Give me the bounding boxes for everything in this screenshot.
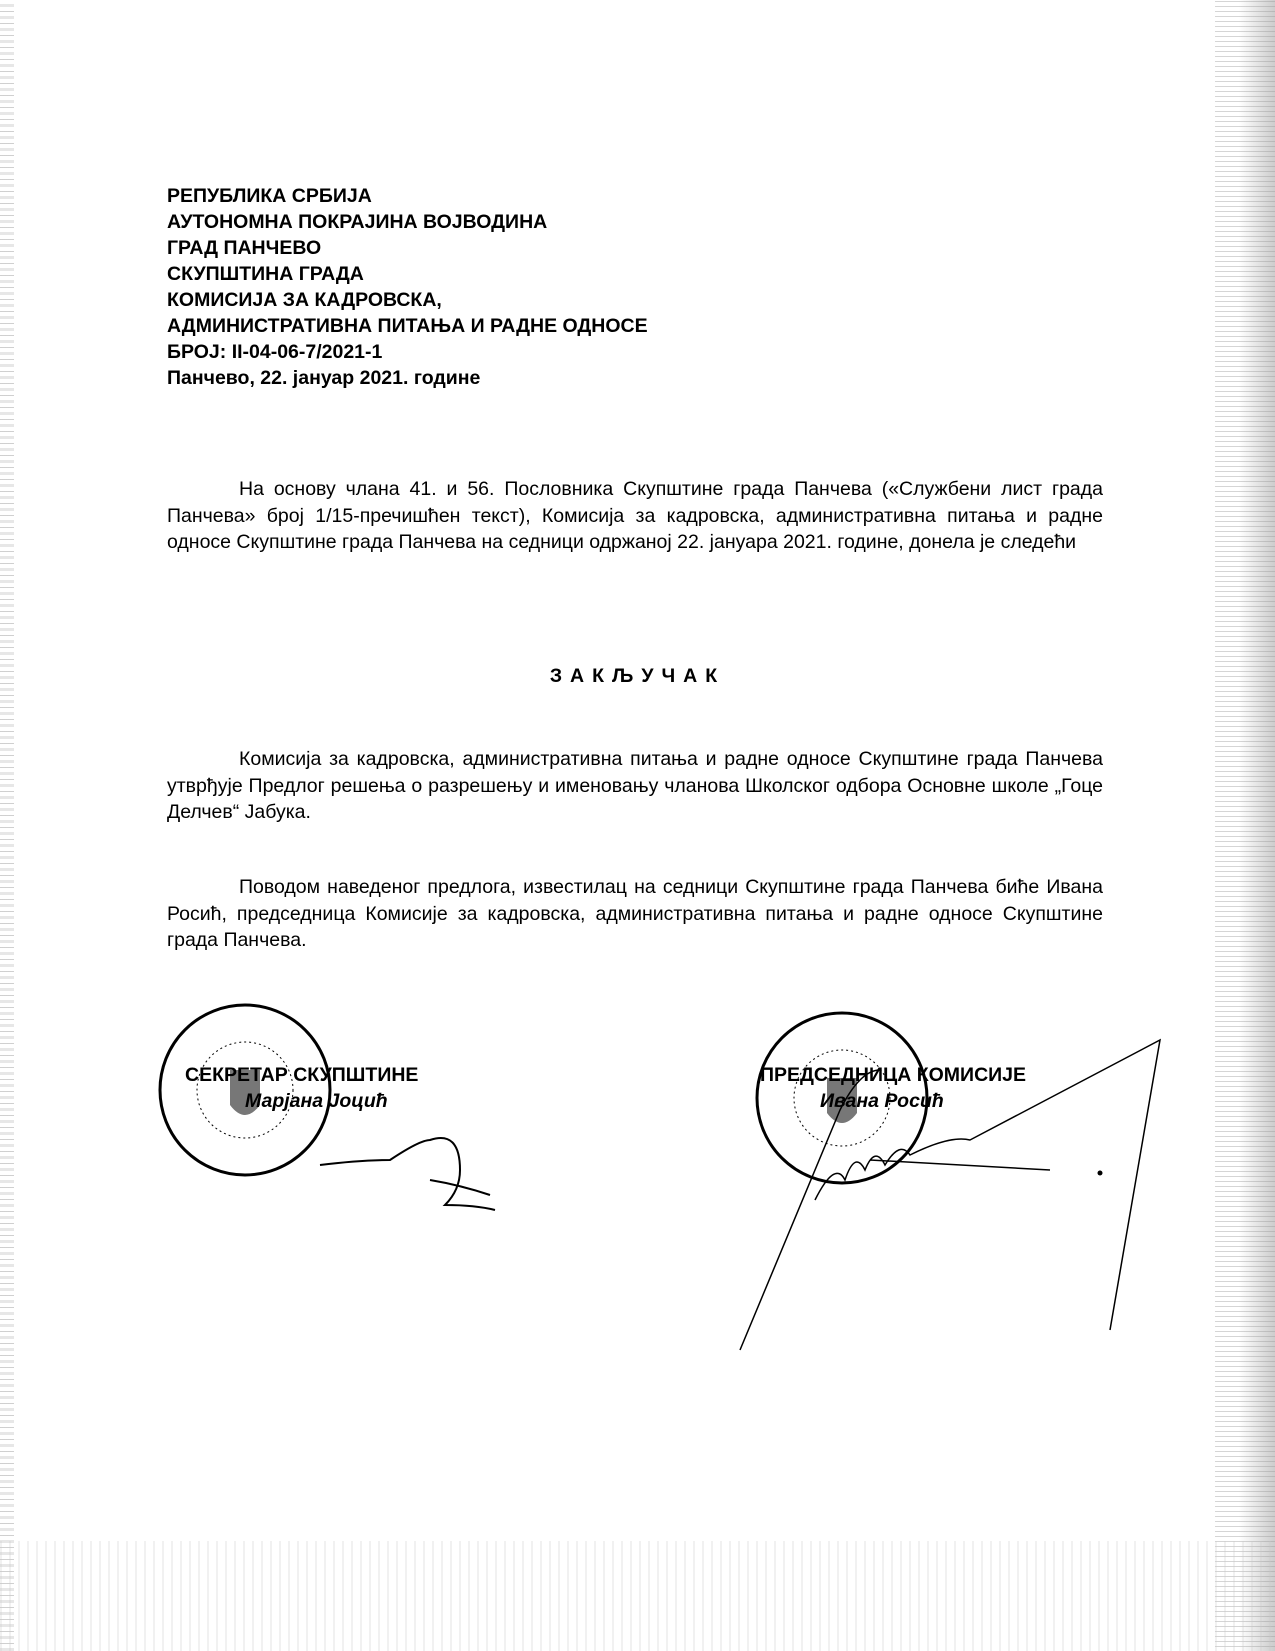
header-city: ГРАД ПАНЧЕВО	[167, 237, 322, 259]
header-number: БРОЈ: II-04-06-7/2021-1	[167, 341, 383, 363]
header-province: АУТОНОМНА ПОКРАЈИНА ВОЈВОДИНА	[167, 211, 548, 233]
signature-role: ПРЕДСЕДНИЦА КОМИСИЈЕ	[760, 1064, 1027, 1086]
header-date: Панчево, 22. јануар 2021. године	[167, 367, 481, 389]
header-country: РЕПУБЛИКА СРБИЈА	[167, 185, 372, 207]
conclusion-paragraph: Комисија за кадровска, административна питања и радне односе Скупштине града Панчева утврђује Предлог решења о разрешењу и именовању чланова Школског одбора Основне школе „Гоце Делчев“ Јабука.	[167, 748, 1103, 823]
rapporteur-paragraph: Поводом наведеног предлога, известилац на седници Скупштине града Панчева биће Ивана Росић, председница Комисије за кадровска, административна питања и радне односе Скупштине града Панчева.	[167, 876, 1103, 951]
document-title: ЗАКЉУЧАК	[549, 665, 726, 687]
signature-name: Ивана Росић	[820, 1090, 944, 1112]
signature-name: Марјана Јоцић	[245, 1090, 388, 1112]
signature-role: СЕКРЕТАР СКУПШТИНЕ	[185, 1064, 419, 1086]
header-commission-2: АДМИНИСТРАТИВНА ПИТАЊА И РАДНЕ ОДНОСЕ	[167, 315, 648, 337]
header-commission-1: КОМИСИЈА ЗА КАДРОВСКА,	[167, 289, 442, 311]
intro-paragraph: На основу члана 41. и 56. Пословника Скупштине града Панчева («Службени лист града Панчева» број 1/15-пречишћен текст), Комисија за кадровска, административна питања и радне односе Скупштине града Панчева на седници одржаној 22. јануара 2021. године, донела је следећи	[167, 478, 1103, 553]
header-assembly: СКУПШТИНА ГРАДА	[167, 263, 364, 285]
